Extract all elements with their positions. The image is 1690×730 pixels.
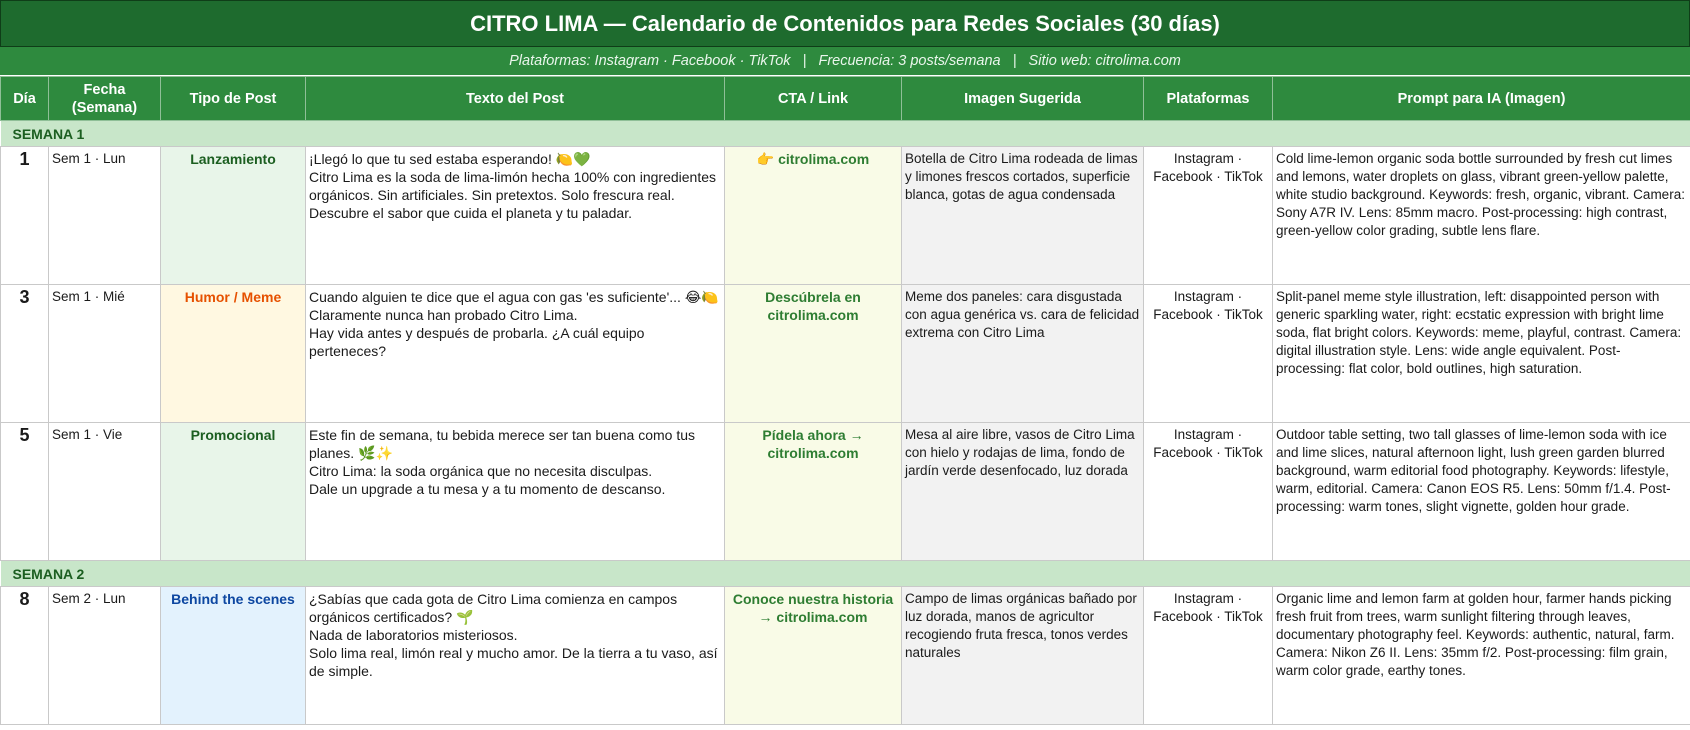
week-header-row xyxy=(1,561,1690,587)
post-text-line: Descubre el sabor que cuida el planeta y tu paladar. xyxy=(309,205,632,221)
week-header-row xyxy=(1,121,1690,147)
platforms-cell[interactable]: Instagram · Facebook · TikTok xyxy=(1144,423,1273,561)
column-header[interactable]: Día xyxy=(1,77,49,121)
post-text-line: ¡Llegó lo que tu sed estaba esperando! 🍋💚 xyxy=(309,151,591,167)
table-row xyxy=(1,147,1690,285)
post-type-cell[interactable]: Humor / Meme xyxy=(161,285,306,423)
platforms-cell[interactable]: Instagram · Facebook · TikTok xyxy=(1144,147,1273,285)
post-text-line: Hay vida antes y después de probarla. ¿A cuál equipo perteneces? xyxy=(309,325,645,359)
post-type-cell[interactable]: Behind the scenes xyxy=(161,587,306,725)
ai-prompt-cell[interactable]: Organic lime and lemon farm at golden hour, farmer hands picking fresh fruit from trees, warm sunlight filtering through leaves, documentary photography feel. Keywords: authentic, natural, farm. Camera: Nikon Z6 II. Lens: 35mm f/2. Post-processing: film grain, warm color grade, earthy tones. xyxy=(1273,587,1690,725)
page-subtitle: Plataformas: Instagram · Facebook · TikTok | Frecuencia: 3 posts/semana | Sitio web: citrolima.com xyxy=(0,47,1690,75)
day-cell[interactable]: 8 xyxy=(1,587,49,725)
post-text-line: ¿Sabías que cada gota de Citro Lima comienza en campos orgánicos certificados? 🌱 xyxy=(309,591,678,625)
post-text-cell[interactable] xyxy=(306,423,725,561)
ai-prompt-cell[interactable]: Outdoor table setting, two tall glasses of lime-lemon soda with ice and lime slices, natural afternoon light, lush green garden blurred background, warm editorial food photography. Keywords: lifestyle, warm, editorial. Camera: Canon EOS R5. Lens: 50mm f/1.4. Post-processing: warm tones, slight vignette, golden hour grade. xyxy=(1273,423,1690,561)
table-body xyxy=(1,121,1690,725)
table-row xyxy=(1,423,1690,561)
post-text-line: Citro Lima: la soda orgánica que no necesita disculpas. xyxy=(309,463,653,479)
post-text-line: Este fin de semana, tu bebida merece ser tan buena como tus planes. 🌿✨ xyxy=(309,427,696,461)
cta-link-cell[interactable]: Conoce nuestra historia → citrolima.com xyxy=(725,587,902,725)
post-type-cell[interactable]: Lanzamiento xyxy=(161,147,306,285)
post-text-cell[interactable] xyxy=(306,147,725,285)
suggested-image-cell[interactable]: Campo de limas orgánicas bañado por luz dorada, manos de agricultor recogiendo fruta fresca, tonos verdes naturales xyxy=(902,587,1144,725)
column-header[interactable]: Fecha (Semana) xyxy=(49,77,161,121)
post-text-line: Citro Lima es la soda de lima-limón hecha 100% con ingredientes orgánicos. Sin artificiales. Sin pretextos. Solo frescura real. xyxy=(309,169,716,203)
date-cell[interactable]: Sem 2 · Lun xyxy=(49,587,161,725)
post-text-line: Nada de laboratorios misteriosos. xyxy=(309,627,518,643)
table-row xyxy=(1,285,1690,423)
post-text-cell[interactable] xyxy=(306,587,725,725)
cta-link-cell[interactable]: Descúbrela en citrolima.com xyxy=(725,285,902,423)
cta-link-cell[interactable]: 👉 citrolima.com xyxy=(725,147,902,285)
post-text-cell[interactable] xyxy=(306,285,725,423)
week-label[interactable]: SEMANA 1 xyxy=(1,121,1690,147)
header-row xyxy=(1,77,1690,121)
column-header[interactable]: CTA / Link xyxy=(725,77,902,121)
day-cell[interactable]: 1 xyxy=(1,147,49,285)
ai-prompt-cell[interactable]: Split-panel meme style illustration, left: disappointed person with generic sparkling water, right: ecstatic expression with bright lime soda, flat bright colors. Keywords: meme, playful, contrast. Camera: digital illustration style. Lens: wide angle equivalent. Post-processing: flat color, bold outlines, high saturation. xyxy=(1273,285,1690,423)
post-text-line: Claramente nunca han probado Citro Lima. xyxy=(309,307,578,323)
cta-link-cell[interactable]: Pídela ahora → citrolima.com xyxy=(725,423,902,561)
suggested-image-cell[interactable]: Meme dos paneles: cara disgustada con agua genérica vs. cara de felicidad extrema con Citro Lima xyxy=(902,285,1144,423)
page-title: CITRO LIMA — Calendario de Contenidos para Redes Sociales (30 días) xyxy=(0,0,1690,47)
day-cell[interactable]: 5 xyxy=(1,423,49,561)
date-cell[interactable]: Sem 1 · Lun xyxy=(49,147,161,285)
column-header[interactable]: Tipo de Post xyxy=(161,77,306,121)
post-text-line: Dale un upgrade a tu mesa y a tu momento de descanso. xyxy=(309,481,666,497)
content-calendar-table xyxy=(0,76,1690,725)
column-header[interactable]: Prompt para IA (Imagen) xyxy=(1273,77,1690,121)
post-text-line: Solo lima real, limón real y mucho amor. De la tierra a tu vaso, así de simple. xyxy=(309,645,718,679)
post-type-cell[interactable]: Promocional xyxy=(161,423,306,561)
post-text-line: Cuando alguien te dice que el agua con gas 'es suficiente'... 😂🍋 xyxy=(309,289,719,305)
column-header[interactable]: Plataformas xyxy=(1144,77,1273,121)
date-cell[interactable]: Sem 1 · Vie xyxy=(49,423,161,561)
ai-prompt-cell[interactable]: Cold lime-lemon organic soda bottle surrounded by fresh cut limes and lemons, water droplets on glass, vibrant green-yellow palette, white studio background. Keywords: fresh, organic, vibrant. Camera: Sony A7R IV. Lens: 85mm macro. Post-processing: high contrast, green-yellow color grading, subtle lens flare. xyxy=(1273,147,1690,285)
suggested-image-cell[interactable]: Mesa al aire libre, vasos de Citro Lima con hielo y rodajas de lima, fondo de jardín verde desenfocado, luz dorada xyxy=(902,423,1144,561)
column-header[interactable]: Imagen Sugerida xyxy=(902,77,1144,121)
platforms-cell[interactable]: Instagram · Facebook · TikTok xyxy=(1144,587,1273,725)
table-row xyxy=(1,587,1690,725)
suggested-image-cell[interactable]: Botella de Citro Lima rodeada de limas y limones frescos cortados, superficie blanca, gotas de agua condensada xyxy=(902,147,1144,285)
column-header[interactable]: Texto del Post xyxy=(306,77,725,121)
platforms-cell[interactable]: Instagram · Facebook · TikTok xyxy=(1144,285,1273,423)
day-cell[interactable]: 3 xyxy=(1,285,49,423)
week-label[interactable]: SEMANA 2 xyxy=(1,561,1690,587)
date-cell[interactable]: Sem 1 · Mié xyxy=(49,285,161,423)
